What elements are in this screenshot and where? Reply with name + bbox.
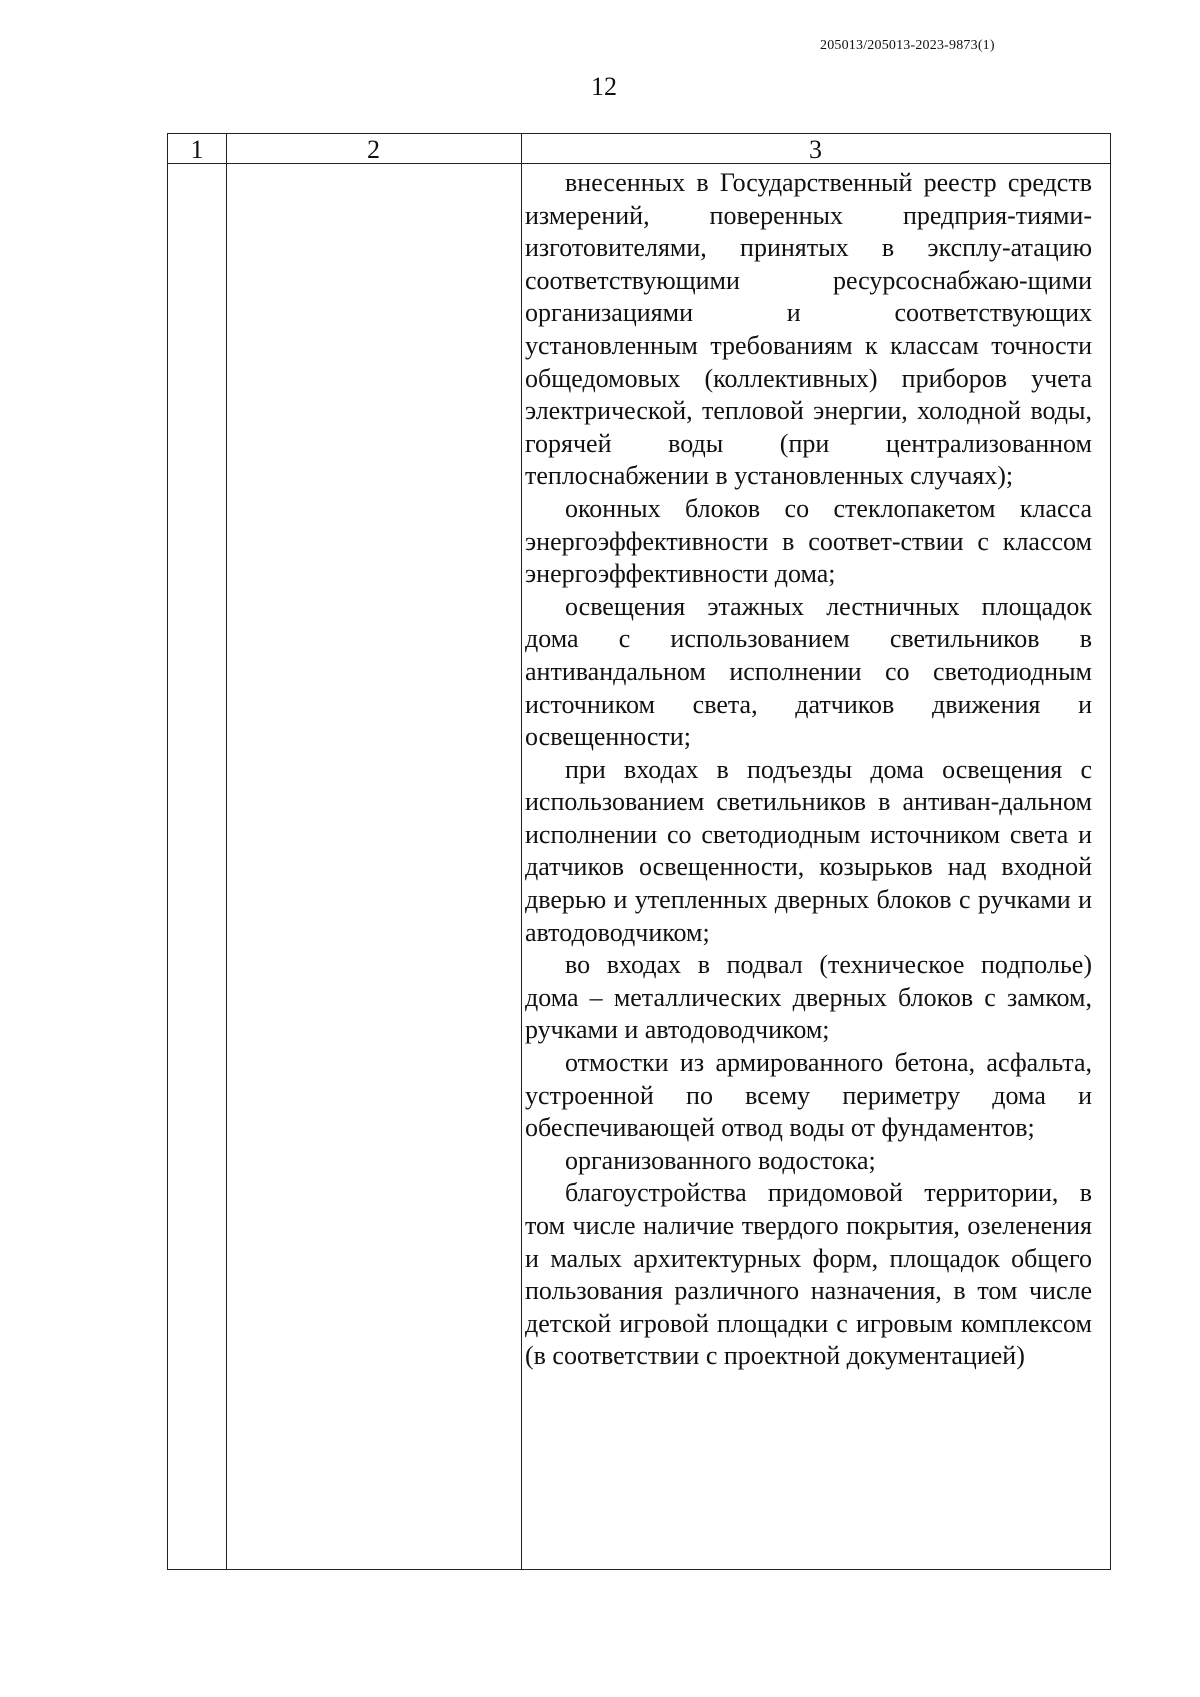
- text-paragraph: благоустройства придомовой территории, в том числе наличие твердого покрытия, озеленения и малых архитектурных форм, площадок общего пользования различного назначения, в том числе детской игровой площадки с игровым комплексом (в соответствии с проектной документацией): [525, 1178, 1092, 1371]
- column-header-1: 1: [190, 135, 204, 164]
- document-number: 205013/205013-2023-9873(1): [820, 38, 995, 53]
- text-paragraph: внесенных в Государственный реестр средств измерений, поверенных предприя-тиями-изготовителями, принятых в эксплу-атацию соответствующими ресурсоснабжаю-щими организациями и соответствующих установленным требованиям к классам точности общедомовых (коллективных) приборов учета электрической, тепловой энергии, холодной воды, горячей воды (при централизованном теплоснабжении в установленных случаях);: [525, 168, 1092, 491]
- column-header-2: 2: [367, 135, 380, 164]
- column-divider-2: [521, 134, 522, 1569]
- text-paragraph: освещения этажных лестничных площадок дома с использованием светильников в антивандальном исполнении со светодиодным источником света, датчиков движения и освещенности;: [525, 591, 1092, 752]
- text-paragraph: организованного водостока;: [565, 1145, 876, 1175]
- text-paragraph: отмостки из армированного бетона, асфальта, устроенной по всему периметру дома и обеспечивающей отвод воды от фундаментов;: [525, 1048, 1092, 1143]
- column-3-content: [525, 167, 1092, 1373]
- text-paragraph: при входах в подъезды дома освещения с использованием светильников в антиван-дальном исполнении со светодиодным источником света и датчиков освещенности, козырьков над входной дверью и утепленных дверных блоков с ручками и автодоводчиком;: [525, 754, 1092, 947]
- text-paragraph: во входах в подвал (техническое подполье) дома – металлических дверных блоков с замком, ручками и автодоводчиком;: [525, 950, 1092, 1045]
- page-number: 12: [591, 72, 617, 101]
- column-divider-1: [226, 134, 227, 1569]
- header-row-divider: [168, 163, 1110, 164]
- text-paragraph: оконных блоков со стеклопакетом класса энергоэффективности в соответ-ствии с классом энергоэффективности дома;: [525, 493, 1092, 589]
- content-table: [167, 133, 1111, 1570]
- column-header-3: 3: [809, 135, 822, 164]
